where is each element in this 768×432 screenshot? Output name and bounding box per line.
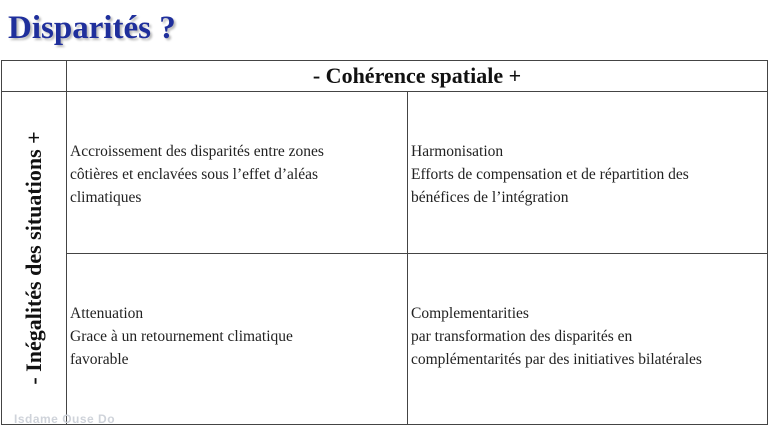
- column-header-spatial-coherence: [66, 60, 768, 92]
- cell-text-line: bénéfices de l’intégration: [411, 189, 569, 206]
- cell-text-line: favorable: [70, 351, 129, 368]
- cell-text-line: Grace à un retournement climatique: [70, 328, 293, 345]
- matrix-corner-cell: [1, 60, 67, 92]
- matrix-cell-bottom-right: [407, 253, 768, 425]
- cell-text-line: Complementarities: [411, 305, 529, 322]
- cell-text-line: climatiques: [70, 189, 142, 206]
- cell-text-line: côtières et enclavées sous l’effet d’aléas: [70, 166, 319, 183]
- matrix-cell-bottom-left: [66, 253, 408, 425]
- row-header-situation-inequalities: [1, 91, 67, 425]
- matrix-cell-top-right: [407, 91, 768, 254]
- cell-text-line: complémentarités par des initiatives bilatérales: [411, 351, 702, 368]
- faint-watermark-text: Isdame Ouse Do: [14, 412, 116, 426]
- matrix-cell-top-left: [66, 91, 408, 254]
- cell-text-line: Attenuation: [70, 305, 144, 322]
- cell-text-line: Efforts de compensation et de répartition des: [411, 166, 689, 183]
- cell-text-line: Harmonisation: [411, 143, 504, 160]
- disparities-matrix: [1, 60, 768, 425]
- cell-text-line: Accroissement des disparités entre zones: [70, 143, 324, 160]
- column-header-label: - Cohérence spatiale +: [312, 63, 522, 88]
- cell-text-line: par transformation des disparités en: [411, 328, 633, 345]
- row-header-label: - Inégalités des situations +: [21, 131, 46, 385]
- slide-title: Disparités ?: [8, 10, 176, 46]
